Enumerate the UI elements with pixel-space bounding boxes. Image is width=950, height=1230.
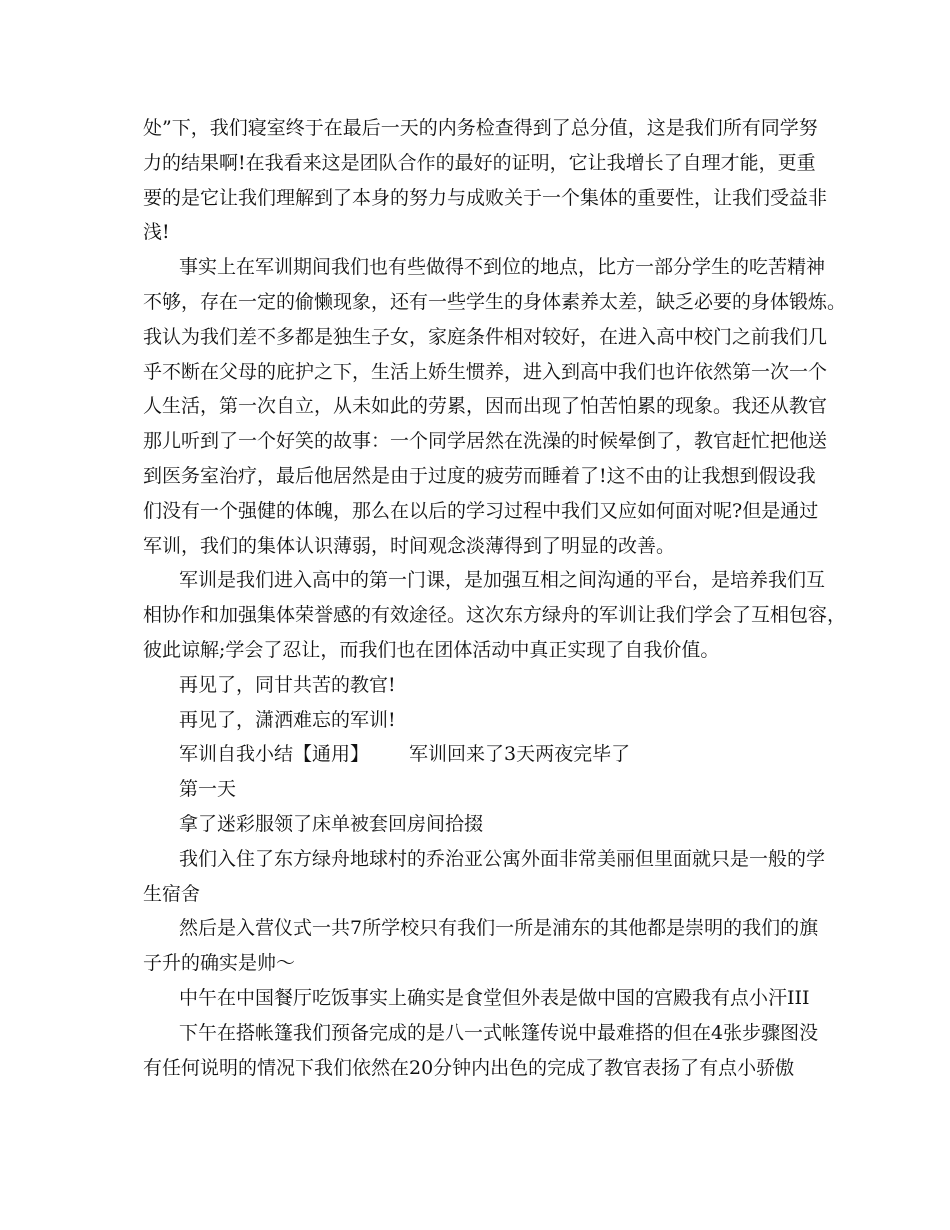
text-line: 人生活，第一次自立，从未如此的劳累，因而出现了怕苦怕累的现象。我还从教官 <box>143 395 828 418</box>
text-line: 我们入住了东方绿舟地球村的乔治亚公寓外面非常美丽但里面就只是一般的学 <box>179 847 826 870</box>
text-line: 第一天 <box>179 778 237 801</box>
text-line: 处”下，我们寝室终于在最后一天的内务检查得到了总分值，这是我们所有同学努 <box>143 117 818 139</box>
text-line: 再见了，同甘共苦的教官! <box>179 673 396 696</box>
text-line: 乎不断在父母的庇护之下，生活上娇生惯养，进入到高中我们也许依然第一次一个 <box>143 360 828 383</box>
text-line: 要的是它让我们理解到了本身的努力与成败关于一个集体的重要性，让我们受益非 <box>143 186 828 209</box>
text-line: 不够，存在一定的偷懒现象，还有一些学生的身体素养太差，缺乏必要的身体锻炼。 <box>143 290 847 313</box>
text-line: 中午在中国餐厅吃饭事实上确实是食堂但外表是做中国的宫殿我有点小汗III <box>179 986 810 1009</box>
section-title: 军训自我小结【通用】 <box>179 743 370 766</box>
text-line: 那儿听到了一个好笑的故事：一个同学居然在洗澡的时候晕倒了，教官赶忙把他送 <box>143 430 828 453</box>
text-line: 军训是我们进入高中的第一门课，是加强互相之间沟通的平台，是培养我们互 <box>179 569 826 592</box>
text-line: 我认为我们差不多都是独生子女，家庭条件相对较好，在进入高中校门之前我们几 <box>143 325 828 348</box>
text-line: 相协作和加强集体荣誉感的有效途径。这次东方绿舟的军训让我们学会了互相包容， <box>143 604 847 627</box>
text-line: 浅! <box>143 221 170 244</box>
section-heading-line <box>143 737 823 772</box>
text-line: 军训，我们的集体认识薄弱，时间观念淡薄得到了明显的改善。 <box>143 534 676 557</box>
text-line: 有任何说明的情况下我们依然在20分钟内出色的完成了教官表扬了有点小骄傲 <box>143 1056 795 1079</box>
document-body <box>143 111 847 1085</box>
text-line: 事实上在军训期间我们也有些做得不到位的地点，比方一部分学生的吃苦精神 <box>179 256 826 279</box>
text-line: 到医务室治疗，最后他居然是由于过度的疲劳而睡着了!这不由的让我想到假设我 <box>143 464 816 487</box>
text-line: 再见了，潇洒难忘的军训! <box>179 708 396 731</box>
text-line: 彼此谅解;学会了忍让，而我们也在团体活动中真正实现了自我价值。 <box>143 638 720 661</box>
text-line: 力的结果啊!在我看来这是团队合作的最好的证明，它让我增长了自理才能，更重 <box>143 151 816 174</box>
text-line: 然后是入营仪式一共7所学校只有我们一所是浦东的其他都是崇明的我们的旗 <box>179 917 819 940</box>
section-subtitle: 军训回来了3天两夜完毕了 <box>409 743 631 766</box>
text-line: 子升的确实是帅～ <box>143 952 296 975</box>
text-line: 拿了迷彩服领了床单被套回房间拾掇 <box>179 812 484 835</box>
text-line: 下午在搭帐篷我们预备完成的是八一式帐篷传说中最难搭的但在4张步骤图没 <box>179 1021 819 1044</box>
text-line: 们没有一个强健的体魄，那么在以后的学习过程中我们又应如何面对呢?但是通过 <box>143 499 819 522</box>
text-line: 生宿舍 <box>143 882 201 905</box>
